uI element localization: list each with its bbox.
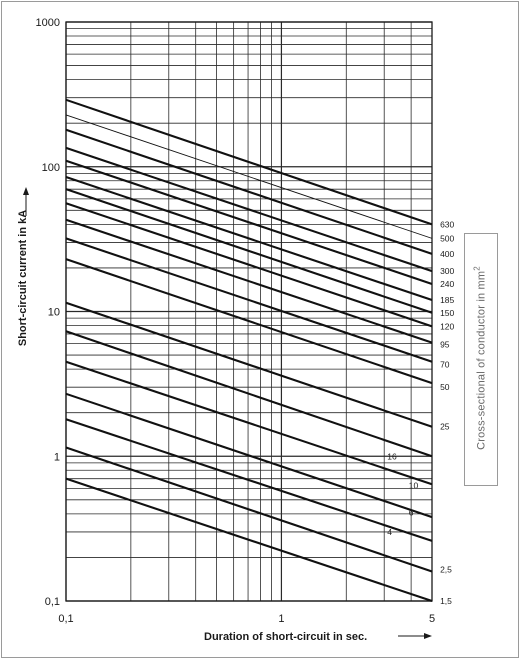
x-axis-arrow xyxy=(398,633,432,639)
legend-title: Cross-sectional of conductor in $mm^2$ xyxy=(472,266,488,450)
x-tick-label: 5 xyxy=(428,613,436,625)
y-tick-label: 1000 xyxy=(35,17,60,29)
line-label-6: 6 xyxy=(408,507,414,518)
line-label-150: 150 xyxy=(440,307,455,318)
series-line-630 xyxy=(66,100,432,225)
line-label-25: 25 xyxy=(440,421,450,432)
tick-labels xyxy=(36,17,436,625)
grid xyxy=(66,22,432,601)
line-label-120: 120 xyxy=(440,321,455,332)
y-tick-label: 1 xyxy=(53,451,60,464)
line-label-400: 400 xyxy=(440,248,455,259)
line-label-500: 500 xyxy=(440,233,455,244)
series xyxy=(66,100,432,601)
y-axis-label: Short-circuit current in kA xyxy=(17,209,29,347)
line-label-1-5: 1,5 xyxy=(440,596,452,606)
series-line-1-5 xyxy=(66,479,432,601)
line-label-16: 16 xyxy=(387,451,397,462)
line-label-185: 185 xyxy=(440,295,455,306)
line-label-10: 10 xyxy=(408,480,419,491)
line-label-4: 4 xyxy=(387,526,393,537)
y-tick-label: 10 xyxy=(47,306,60,319)
y-tick-label: 0,1 xyxy=(44,596,60,608)
line-label-70: 70 xyxy=(440,359,450,370)
x-tick-label: 0,1 xyxy=(58,613,74,625)
line-label-300: 300 xyxy=(440,266,455,277)
line-label-240: 240 xyxy=(440,278,455,289)
line-label-95: 95 xyxy=(440,339,450,350)
line-label-50: 50 xyxy=(440,382,450,393)
x-tick-label: 1 xyxy=(278,613,285,625)
series-line-70 xyxy=(66,238,432,361)
series-line-150 xyxy=(66,189,432,313)
y-tick-label: 100 xyxy=(41,161,60,174)
x-axis-label: Duration of short-circuit in sec. xyxy=(204,631,368,643)
line-label-2-5: 2,5 xyxy=(440,564,452,575)
series-line-500 xyxy=(66,115,432,238)
series-line-400 xyxy=(66,130,432,254)
line-label-630: 630 xyxy=(440,219,455,230)
